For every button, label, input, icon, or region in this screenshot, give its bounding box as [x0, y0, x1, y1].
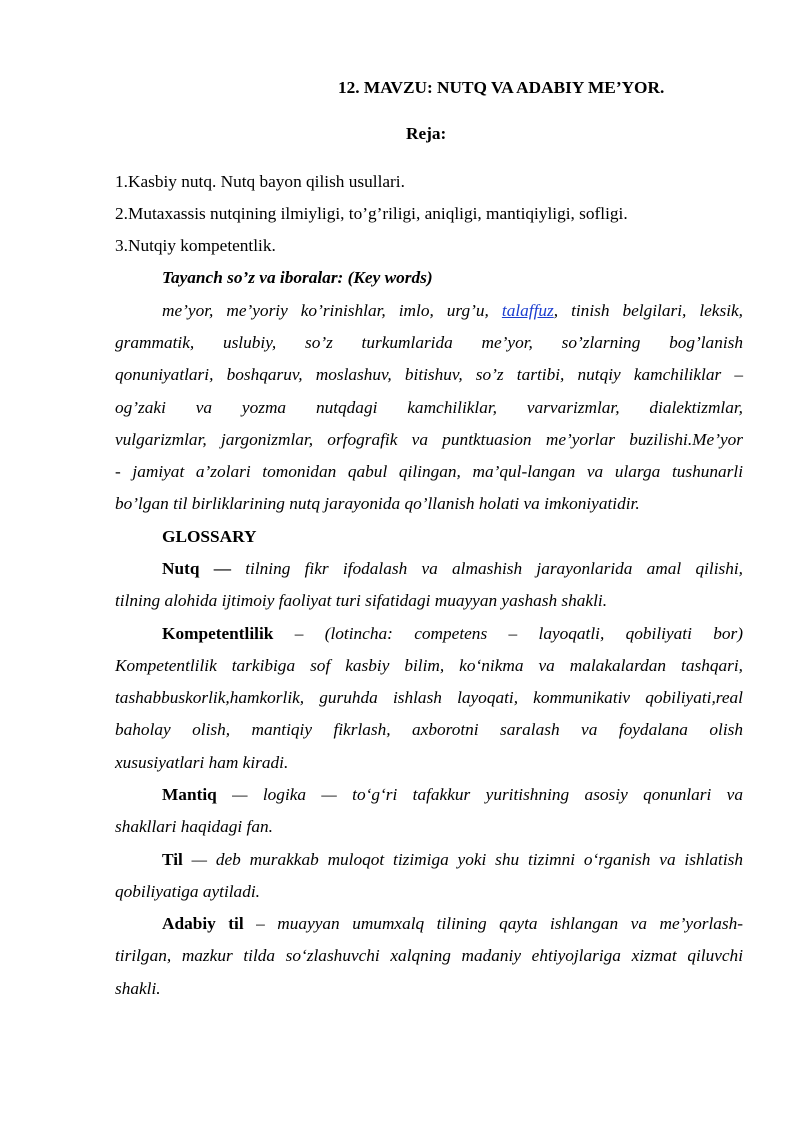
glossary-til-line-1	[162, 850, 743, 870]
nutq-def-1: tilning fikr ifodalash va almashish jarayonlarida amal qilishi,	[231, 559, 744, 578]
plan-item-1: 1.Kasbiy nutq. Nutq bayon qilish usullari.	[115, 172, 405, 191]
adabiy-def-1: – muayyan umumxalq tilining qayta ishlangan va me’yorlash-	[243, 914, 744, 933]
glossary-til-line-2: qobiliyatiga aytiladi.	[115, 882, 260, 901]
keywords-line-5: vulgarizmlar, jargonizmlar, orfografik va puntktuasion me’yorlar buzilishi.Me’yor	[115, 430, 743, 449]
glossary-komp-line-4: baholay olish, mantiqiy fikrlash, axborotni saralash va foydalana olish	[115, 720, 743, 739]
glossary-heading: GLOSSARY	[162, 527, 257, 546]
keywords-line-2: grammatik, uslubiy, so’z turkumlarida me’yor, so’zlarning bog’lanish	[115, 333, 743, 352]
glossary-adabiy-line-2: tirilgan, mazkur tilda so‘zlashuvchi xalqning madaniy ehtiyojlariga xizmat qiluvchi	[115, 946, 743, 965]
term-adabiy-til: Adabiy til	[162, 914, 244, 933]
keywords-line-6: - jamiyat a’zolari tomonidan qabul qilingan, ma’qul-langan va ularga tushunarli	[115, 462, 743, 481]
plan-heading: Reja:	[406, 124, 447, 143]
til-def-1: — deb murakkab muloqot tizimiga yoki shu tizimni o‘rganish va ishlatish	[182, 850, 743, 869]
glossary-adabiy-line-3: shakli.	[115, 979, 161, 998]
keywords-heading: Tayanch so’z va iboralar: (Key words)	[162, 268, 433, 287]
term-mantiq: Mantiq	[162, 785, 217, 804]
term-til: Til	[162, 850, 183, 869]
glossary-adabiy-line-1	[162, 914, 743, 934]
mantiq-def-1: — logika — to‘g‘ri tafakkur yuritishning asosiy qonunlari va	[216, 785, 743, 804]
page-title: 12. MAVZU: NUTQ VA ADABIY ME’YOR.	[338, 78, 665, 97]
keywords-line-1-end: , tinish belgilari, leksik,	[553, 301, 743, 320]
talaffuz-link[interactable]: talaffuz	[501, 301, 554, 320]
glossary-komp-line-1	[162, 624, 743, 644]
plan-item-2: 2.Mutaxassis nutqining ilmiyligi, to’g’riligi, aniqligi, mantiqiyligi, sofligi.	[115, 204, 628, 223]
keywords-line-7: bo’lgan til birliklarining nutq jarayonida qo’llanish holati va imkoniyatidir.	[115, 494, 640, 513]
plan-item-3: 3.Nutqiy kompetentlik.	[115, 236, 276, 255]
keywords-line-1-start: me’yor, me’yoriy ko’rinishlar, imlo, urg’u,	[162, 301, 489, 320]
term-nutq: Nutq —	[162, 559, 231, 578]
term-kompetentlilik: Kompetentlilik	[162, 624, 274, 643]
keywords-line-3: qonuniyatlari, boshqaruv, moslashuv, bitishuv, so’z tartibi, nutqiy kamchiliklar –	[115, 365, 743, 384]
glossary-mantiq-line-2: shakllari haqidagi fan.	[115, 817, 273, 836]
glossary-nutq-line-1	[162, 559, 743, 579]
glossary-mantiq-line-1	[162, 785, 743, 805]
glossary-komp-line-5: xususiyatlari ham kiradi.	[115, 753, 289, 772]
keywords-line-4: og’zaki va yozma nutqdagi kamchiliklar, varvarizmlar, dialektizmlar,	[115, 398, 743, 417]
glossary-komp-line-3: tashabbuskorlik,hamkorlik, guruhda ishlash layoqati, kommunikativ qobiliyati,real	[115, 688, 743, 707]
komp-def-1: – (lotincha: competens – layoqatli, qobiliyati bor)	[273, 624, 743, 643]
glossary-nutq-line-2: tilning alohida ijtimoiy faoliyat turi sifatidagi muayyan yashash shakli.	[115, 591, 608, 610]
glossary-komp-line-2: Kompetentlilik tarkibiga sof kasbiy bilim, ko‘nikma va malakalardan tashqari,	[115, 656, 743, 675]
keywords-line-1	[162, 301, 743, 321]
